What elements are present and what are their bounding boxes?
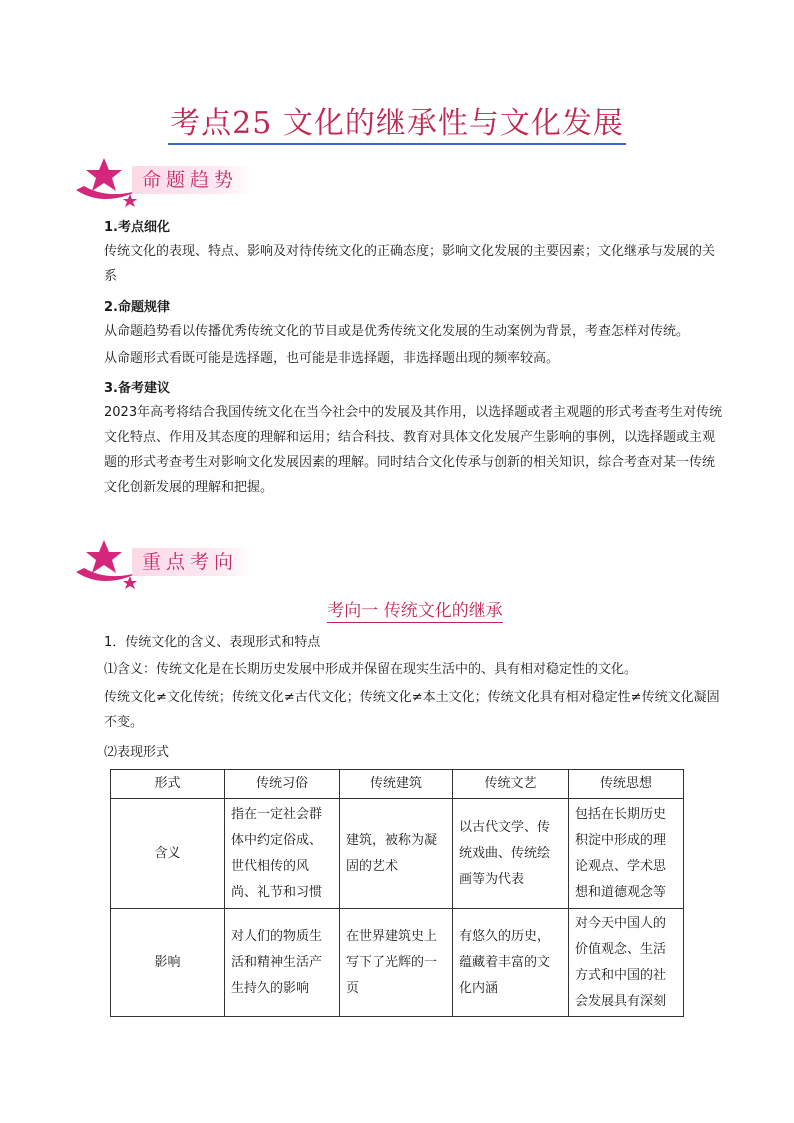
row-label: 影响	[111, 909, 225, 1017]
table-header: 传统思想	[569, 770, 684, 799]
table-header: 传统习俗	[225, 770, 340, 799]
section-title: 考向一 传统文化的继承	[327, 601, 503, 621]
trend-heading-1: 1.考点细化	[104, 220, 170, 235]
table-header: 传统建筑	[340, 770, 453, 799]
table-row	[111, 799, 684, 909]
trend-heading-2: 2.命题规律	[104, 300, 170, 315]
trend-paragraph-1: 传统文化的表现、特点、影响及对待传统文化的正确态度；影响文化发展的主要因素；文化继承与发展的关系	[104, 244, 716, 284]
table-cell: 以古代文学、传统戏曲、传统绘画等为代表	[453, 799, 569, 909]
banner-focus	[74, 538, 284, 588]
trend-paragraph-3: 2023年高考将结合我国传统文化在当今社会中的发展及其作用，以选择题或者主观题的形式考查考生对传统文化特点、作用及其态度的理解和运用；结合科技、教育对具体文化发展产生影响的事例，以选择题或主观题的形式考查考生对影响文化发展因素的理解。同时结合文化传承与创新的相关知识，综合考查对某一传统文化创新发展的理解和把握。	[104, 405, 723, 495]
table-cell: 在世界建筑史上写下了光辉的一页	[340, 909, 453, 1017]
table-cell: 包括在长期历史积淀中形成的理论观点、学术思想和道德观念等	[569, 799, 684, 909]
item-1: 1．传统文化的含义、表现形式和特点	[104, 635, 321, 650]
item-1-2: ⑵表现形式	[104, 745, 170, 760]
table-cell: 对人们的物质生活和精神生活产生持久的影响	[225, 909, 340, 1017]
trend-paragraph-2b: 从命题形式看既可能是选择题，也可能是非选择题，非选择题出现的频率较高。	[104, 351, 560, 366]
table-header-row	[111, 770, 684, 799]
trend-heading-3: 3.备考建议	[104, 381, 170, 396]
banner-label: 命题趋势	[132, 166, 252, 194]
table-row	[111, 909, 684, 1017]
row-label: 含义	[111, 799, 225, 909]
forms-table	[110, 769, 684, 1017]
table-cell: 指在一定社会群体中约定俗成、世代相传的风尚、礼节和习惯	[225, 799, 340, 909]
page-title: 考点25 文化的继承性与文化发展	[0, 98, 794, 142]
table-cell: 有悠久的历史，蕴藏着丰富的文化内涵	[453, 909, 569, 1017]
banner-trend	[74, 156, 284, 206]
banner-label: 重点考向	[132, 548, 252, 576]
item-1-1: ⑴含义：传统文化是在长期历史发展中形成并保留在现实生活中的、具有相对稳定性的文化。	[104, 662, 638, 677]
table-header: 形式	[111, 770, 225, 799]
trend-paragraph-2a: 从命题趋势看以传播优秀传统文化的节目或是优秀传统文化发展的生动案例为背景，考查怎样对传统。	[104, 324, 690, 339]
table-header: 传统文艺	[453, 770, 569, 799]
item-1-note: 传统文化≠文化传统；传统文化≠古代文化；传统文化≠本土文化；传统文化具有相对稳定性≠传统文化凝固不变。	[104, 690, 720, 730]
table-cell: 建筑，被称为凝固的艺术	[340, 799, 453, 909]
table-cell: 对今天中国人的价值观念、生活方式和中国的社会发展具有深刻	[569, 909, 684, 1017]
